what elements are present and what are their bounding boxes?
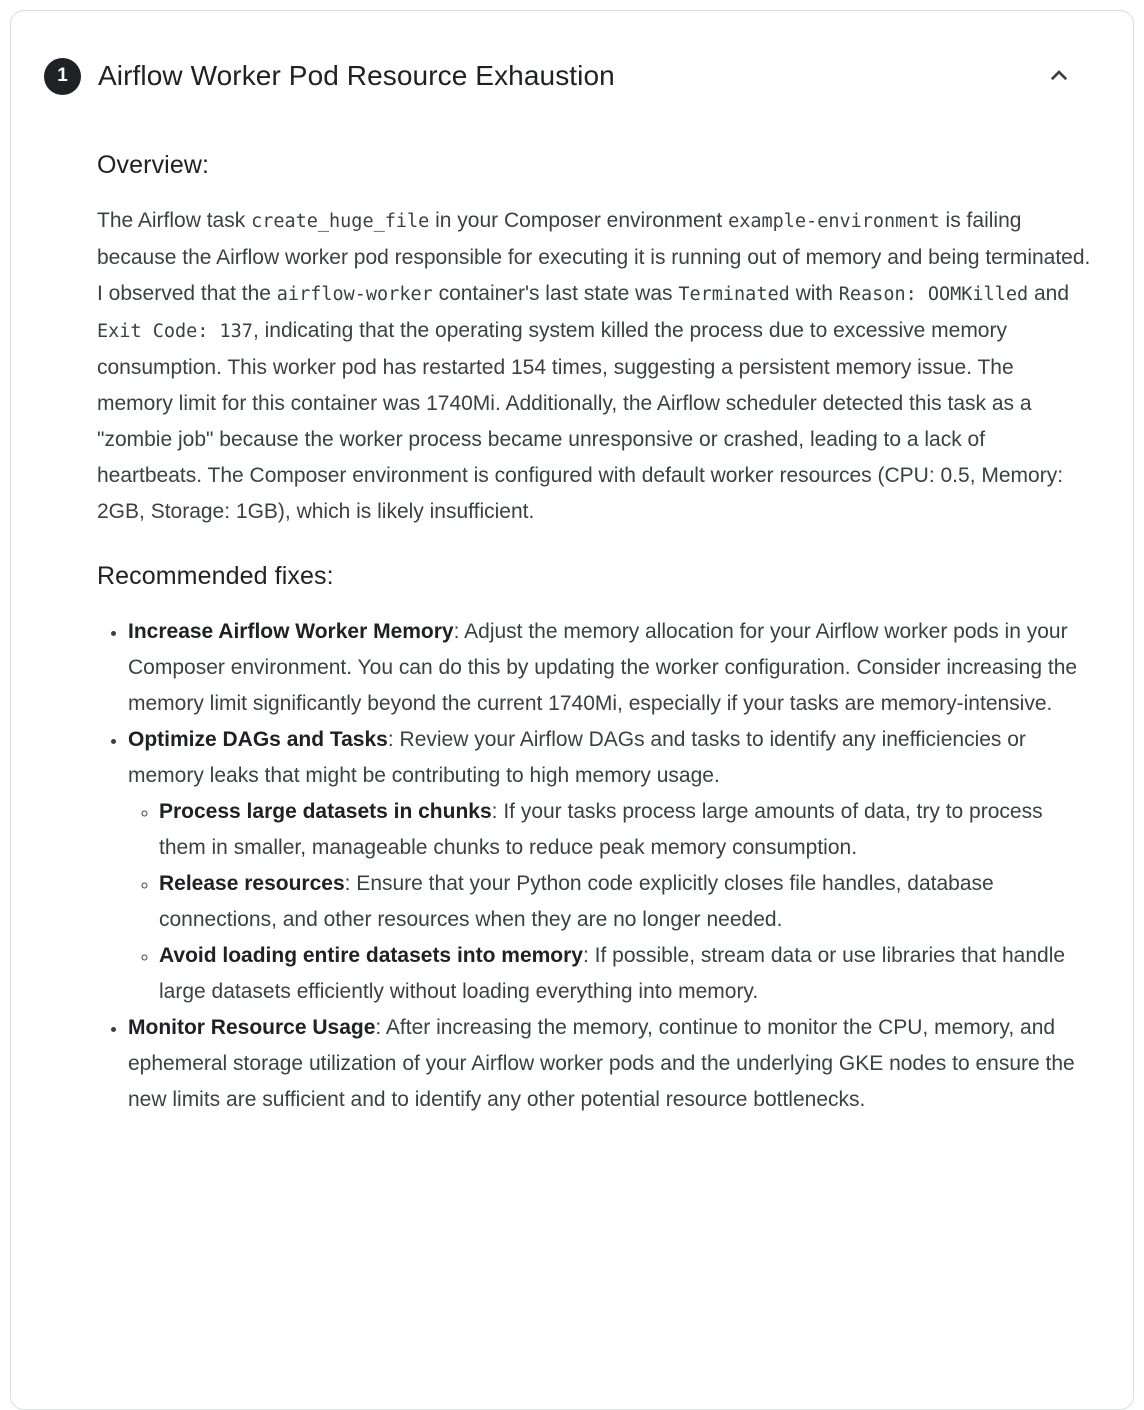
chevron-up-icon [1045, 62, 1073, 90]
fixes-heading: Recommended fixes: [97, 562, 334, 590]
paragraph-text: is failing because the Airflow worker pod responsible for executing it is running out of memory and being terminated. I observed that the [97, 209, 1091, 305]
fix-lead: Optimize DAGs and Tasks [128, 728, 388, 751]
paragraph-text: , indicating that the operating system killed the process due to excessive memory consumption. This worker pod has restarted 154 times, suggesting a persistent memory issue. The memory limit for this container was 1740Mi. Additionally, the Airflow scheduler detected this task as a "zombie job" because the worker process became unresponsive or crashed, leading to a lack of heartbeats. The Composer environment is configured with default worker resources (CPU: 0.5, Memory: 2GB, Storage: 1GB), which is likely insufficient. [97, 319, 1064, 523]
fix-lead: Release resources [159, 872, 345, 895]
issue-header[interactable] [11, 11, 1133, 96]
issue-card [10, 10, 1134, 1410]
list-item [159, 866, 1093, 938]
fix-lead: Increase Airflow Worker Memory [128, 620, 454, 643]
collapse-button[interactable] [1039, 56, 1079, 96]
fix-lead: Process large datasets in chunks [159, 800, 492, 823]
fixes-sublist [128, 794, 1093, 1010]
fix-lead: Monitor Resource Usage [128, 1016, 376, 1039]
paragraph-text: with [789, 282, 839, 305]
fix-text: : If your tasks process large amounts of data, try to process them in smaller, manageable chunks to reduce peak memory consumption. [159, 800, 1043, 859]
inline-code: Terminated [678, 284, 790, 305]
fix-text: : After increasing the memory, continue to monitor the CPU, memory, and ephemeral storage utilization of your Airflow worker pods and the underlying GKE nodes to ensure the new limits are sufficient and to identify any other potential resource bottlenecks. [128, 1016, 1075, 1111]
fix-text: : Ensure that your Python code explicitly closes file handles, database connections, and other resources when they are no longer needed. [159, 872, 994, 931]
issue-number-badge: 1 [44, 58, 81, 95]
fix-text: : Adjust the memory allocation for your Airflow worker pods in your Composer environment. You can do this by updating the worker configuration. Consider increasing the memory limit significantly beyond the current 1740Mi, especially if your tasks are memory-intensive. [128, 620, 1078, 715]
fix-text: : Review your Airflow DAGs and tasks to identify any inefficiencies or memory leaks that might be contributing to high memory usage. [128, 728, 1026, 787]
list-item [128, 1010, 1093, 1118]
overview-heading: Overview: [97, 151, 210, 179]
inline-code: Exit Code: 137 [97, 321, 253, 342]
list-item [159, 938, 1093, 1010]
list-item [128, 614, 1093, 722]
paragraph-text: in your Composer environment [429, 209, 729, 232]
inline-code: airflow-worker [276, 284, 433, 305]
inline-code: Reason: OOMKilled [838, 284, 1029, 305]
paragraph-text: The Airflow task [97, 209, 252, 232]
fixes-list [97, 614, 1093, 1118]
inline-code: create_huge_file [251, 211, 430, 232]
paragraph-text: and [1028, 282, 1069, 305]
overview-paragraph [97, 203, 1093, 530]
inline-code: example-environment [728, 211, 940, 232]
fix-lead: Avoid loading entire datasets into memory [159, 944, 583, 967]
list-item [159, 794, 1093, 866]
issue-body [11, 149, 1133, 1178]
fix-text: : If possible, stream data or use libraries that handle large datasets efficiently without loading everything into memory. [159, 944, 1066, 1003]
paragraph-text: container's last state was [432, 282, 679, 305]
issue-title: Airflow Worker Pod Resource Exhaustion [98, 60, 615, 91]
list-item [128, 722, 1093, 1010]
